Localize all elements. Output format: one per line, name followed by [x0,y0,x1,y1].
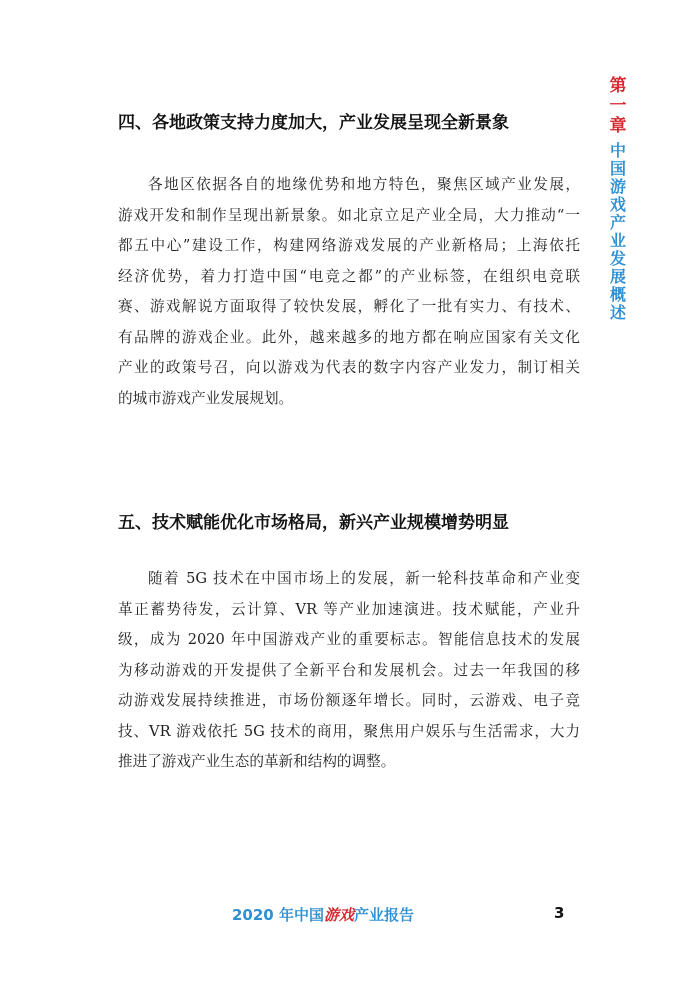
section-4-paragraph [118,170,580,414]
paragraph-line: 随着 5G 技术在中国市场上的发展，新一轮科技革命和产业变 [148,570,580,587]
paragraph-line: 为移动游戏的开发提供了全新平台和发展机会。过去一年我国的移 [118,661,580,679]
paragraph-line: 革正蓄势待发，云计算、VR 等产业加速演进。技术赋能，产业升 [118,600,580,618]
section-5-paragraph [118,564,580,778]
paragraph-line: 的城市游戏产业发展规划。 [118,389,294,407]
paragraph-line: 推进了游戏产业生态的革新和结构的调整。 [118,753,396,770]
paragraph-line: 有品牌的游戏企业。此外，越来越多的地方都在响应国家有关文化 [118,328,580,346]
paragraph-line: 技、VR 游戏依托 5G 技术的商用，聚焦用户娱乐与生活需求，大力 [118,722,580,740]
paragraph-line: 产业的政策号召，向以游戏为代表的数字内容产业发力，制订相关 [118,359,580,376]
paragraph-line: 游戏开发和制作呈现出新景象。如北京立足产业全局，大力推动“一 [118,206,580,224]
paragraph-line: 各地区依据各自的地缘优势和地方特色，聚焦区域产业发展， [148,176,580,193]
paragraph-line: 都五中心”建设工作，构建网络游戏发展的产业新格局；上海依托 [118,237,580,254]
page-number: 3 [554,904,565,922]
section-heading-4: 四、各地政策支持力度加大，产业发展呈现全新景象 [118,113,509,133]
paragraph-line: 赛、游戏解说方面取得了较快发展，孵化了一批有实力、有技术、 [118,298,580,315]
paragraph-line: 动游戏发展持续推进，市场份额逐年增长。同时，云游戏、电子竞 [118,692,580,709]
chapter-title: 中国游戏产业发展概述 [609,141,626,322]
report-title-suffix: 产业报告 [354,906,415,924]
report-title-accent: 游戏 [323,906,354,924]
report-title [232,904,414,925]
paragraph-line: 经济优势，着力打造中国“电竞之都”的产业标签，在组织电竞联 [118,267,580,285]
chapter-label: 第一章 [609,76,627,136]
report-title-prefix: 2020 年中国 [232,906,324,924]
section-heading-5: 五、技术赋能优化市场格局，新兴产业规模增势明显 [118,513,509,533]
chapter-side-tab [606,76,630,322]
paragraph-line: 级，成为 2020 年中国游戏产业的重要标志。智能信息技术的发展 [118,631,580,648]
